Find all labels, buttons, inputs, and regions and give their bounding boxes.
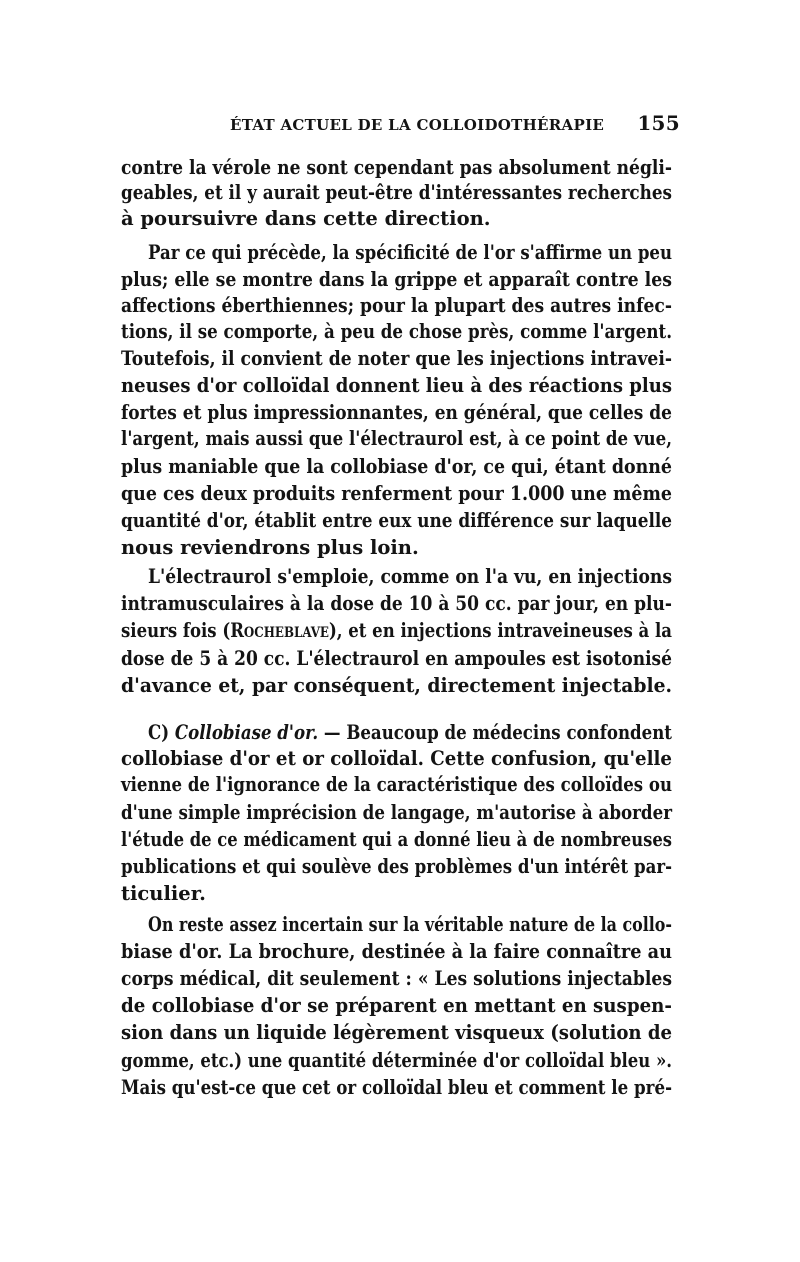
text-line: l'argent, mais aussi que l'électraurol est, à ce point de vue, [121, 427, 672, 450]
text-line: Mais qu'est-ce que cet or colloïdal bleu et comment le pré- [121, 1076, 672, 1099]
text-line: dose de 5 à 20 cc. L'électraurol en ampoules est isotonisé [121, 647, 672, 670]
text-line: vienne de l'ignorance de la caractéristique des colloïdes ou [121, 773, 672, 796]
text-line: nous reviendrons plus loin. [121, 536, 419, 559]
text-line: tions, il se comporte, à peu de chose près, comme l'argent. [121, 320, 672, 343]
text-line: que ces deux produits renferment pour 1.000 une même [121, 482, 672, 505]
text-line: corps médical, dit seulement : « Les solutions injectables [121, 967, 672, 990]
text-line: biase d'or. La brochure, destinée à la faire connaître au [121, 940, 672, 963]
text-line: de collobiase d'or se préparent en mettant en suspen- [121, 994, 672, 1017]
text-line: plus; elle se montre dans la grippe et apparaît contre les [121, 268, 672, 291]
text-line: C) Collobiase d'or. — Beaucoup de médecins confondent [148, 721, 672, 744]
text-line: d'une simple imprécision de langage, m'autorise à aborder [121, 801, 672, 824]
text-line: L'électraurol s'emploie, comme on l'a vu, en injections [148, 565, 672, 588]
running-title: ÉTAT ACTUEL DE LA COLLOIDOTHÉRAPIE [230, 116, 605, 134]
text-line: affections éberthiennes; pour la plupart des autres infec- [121, 294, 672, 317]
text-line: l'étude de ce médicament qui a donné lieu à de nombreuses [121, 828, 672, 851]
text-line: Toutefois, il convient de noter que les injections intravei- [121, 347, 672, 370]
text-line: d'avance et, par conséquent, directement injectable. [121, 674, 672, 697]
text-line: intramusculaires à la dose de 10 à 50 cc. par jour, en plu- [121, 592, 672, 615]
text-line: Par ce qui précède, la spécificité de l'or s'affirme un peu [148, 241, 672, 264]
text-line: neuses d'or colloïdal donnent lieu à des réactions plus [121, 374, 672, 397]
running-header [230, 110, 680, 138]
text-line: sion dans un liquide légèrement visqueux (solution de [121, 1021, 672, 1044]
text-line: collobiase d'or et or colloïdal. Cette confusion, qu'elle [121, 747, 672, 770]
text-line: contre la vérole ne sont cependant pas absolument négli- [121, 156, 672, 179]
text-line: quantité d'or, établit entre eux une différence sur laquelle [121, 509, 672, 532]
text-line: fortes et plus impressionnantes, en général, que celles de [121, 401, 672, 424]
text-line: à poursuivre dans cette direction. [121, 207, 491, 230]
text-line: plus maniable que la collobiase d'or, ce qui, étant donné [121, 455, 672, 478]
page-number: 155 [637, 111, 680, 135]
text-line: sieurs fois (Rocheblave), et en injections intraveineuses à la [121, 619, 672, 642]
text-line: gomme, etc.) une quantité déterminée d'or colloïdal bleu ». [121, 1049, 672, 1072]
text-line: ticulier. [121, 882, 206, 905]
text-line: geables, et il y aurait peut-être d'intéressantes recherches [121, 181, 672, 204]
text-line: publications et qui soulève des problèmes d'un intérêt par- [121, 855, 672, 878]
text-line: On reste assez incertain sur la véritable nature de la collo- [148, 913, 672, 936]
